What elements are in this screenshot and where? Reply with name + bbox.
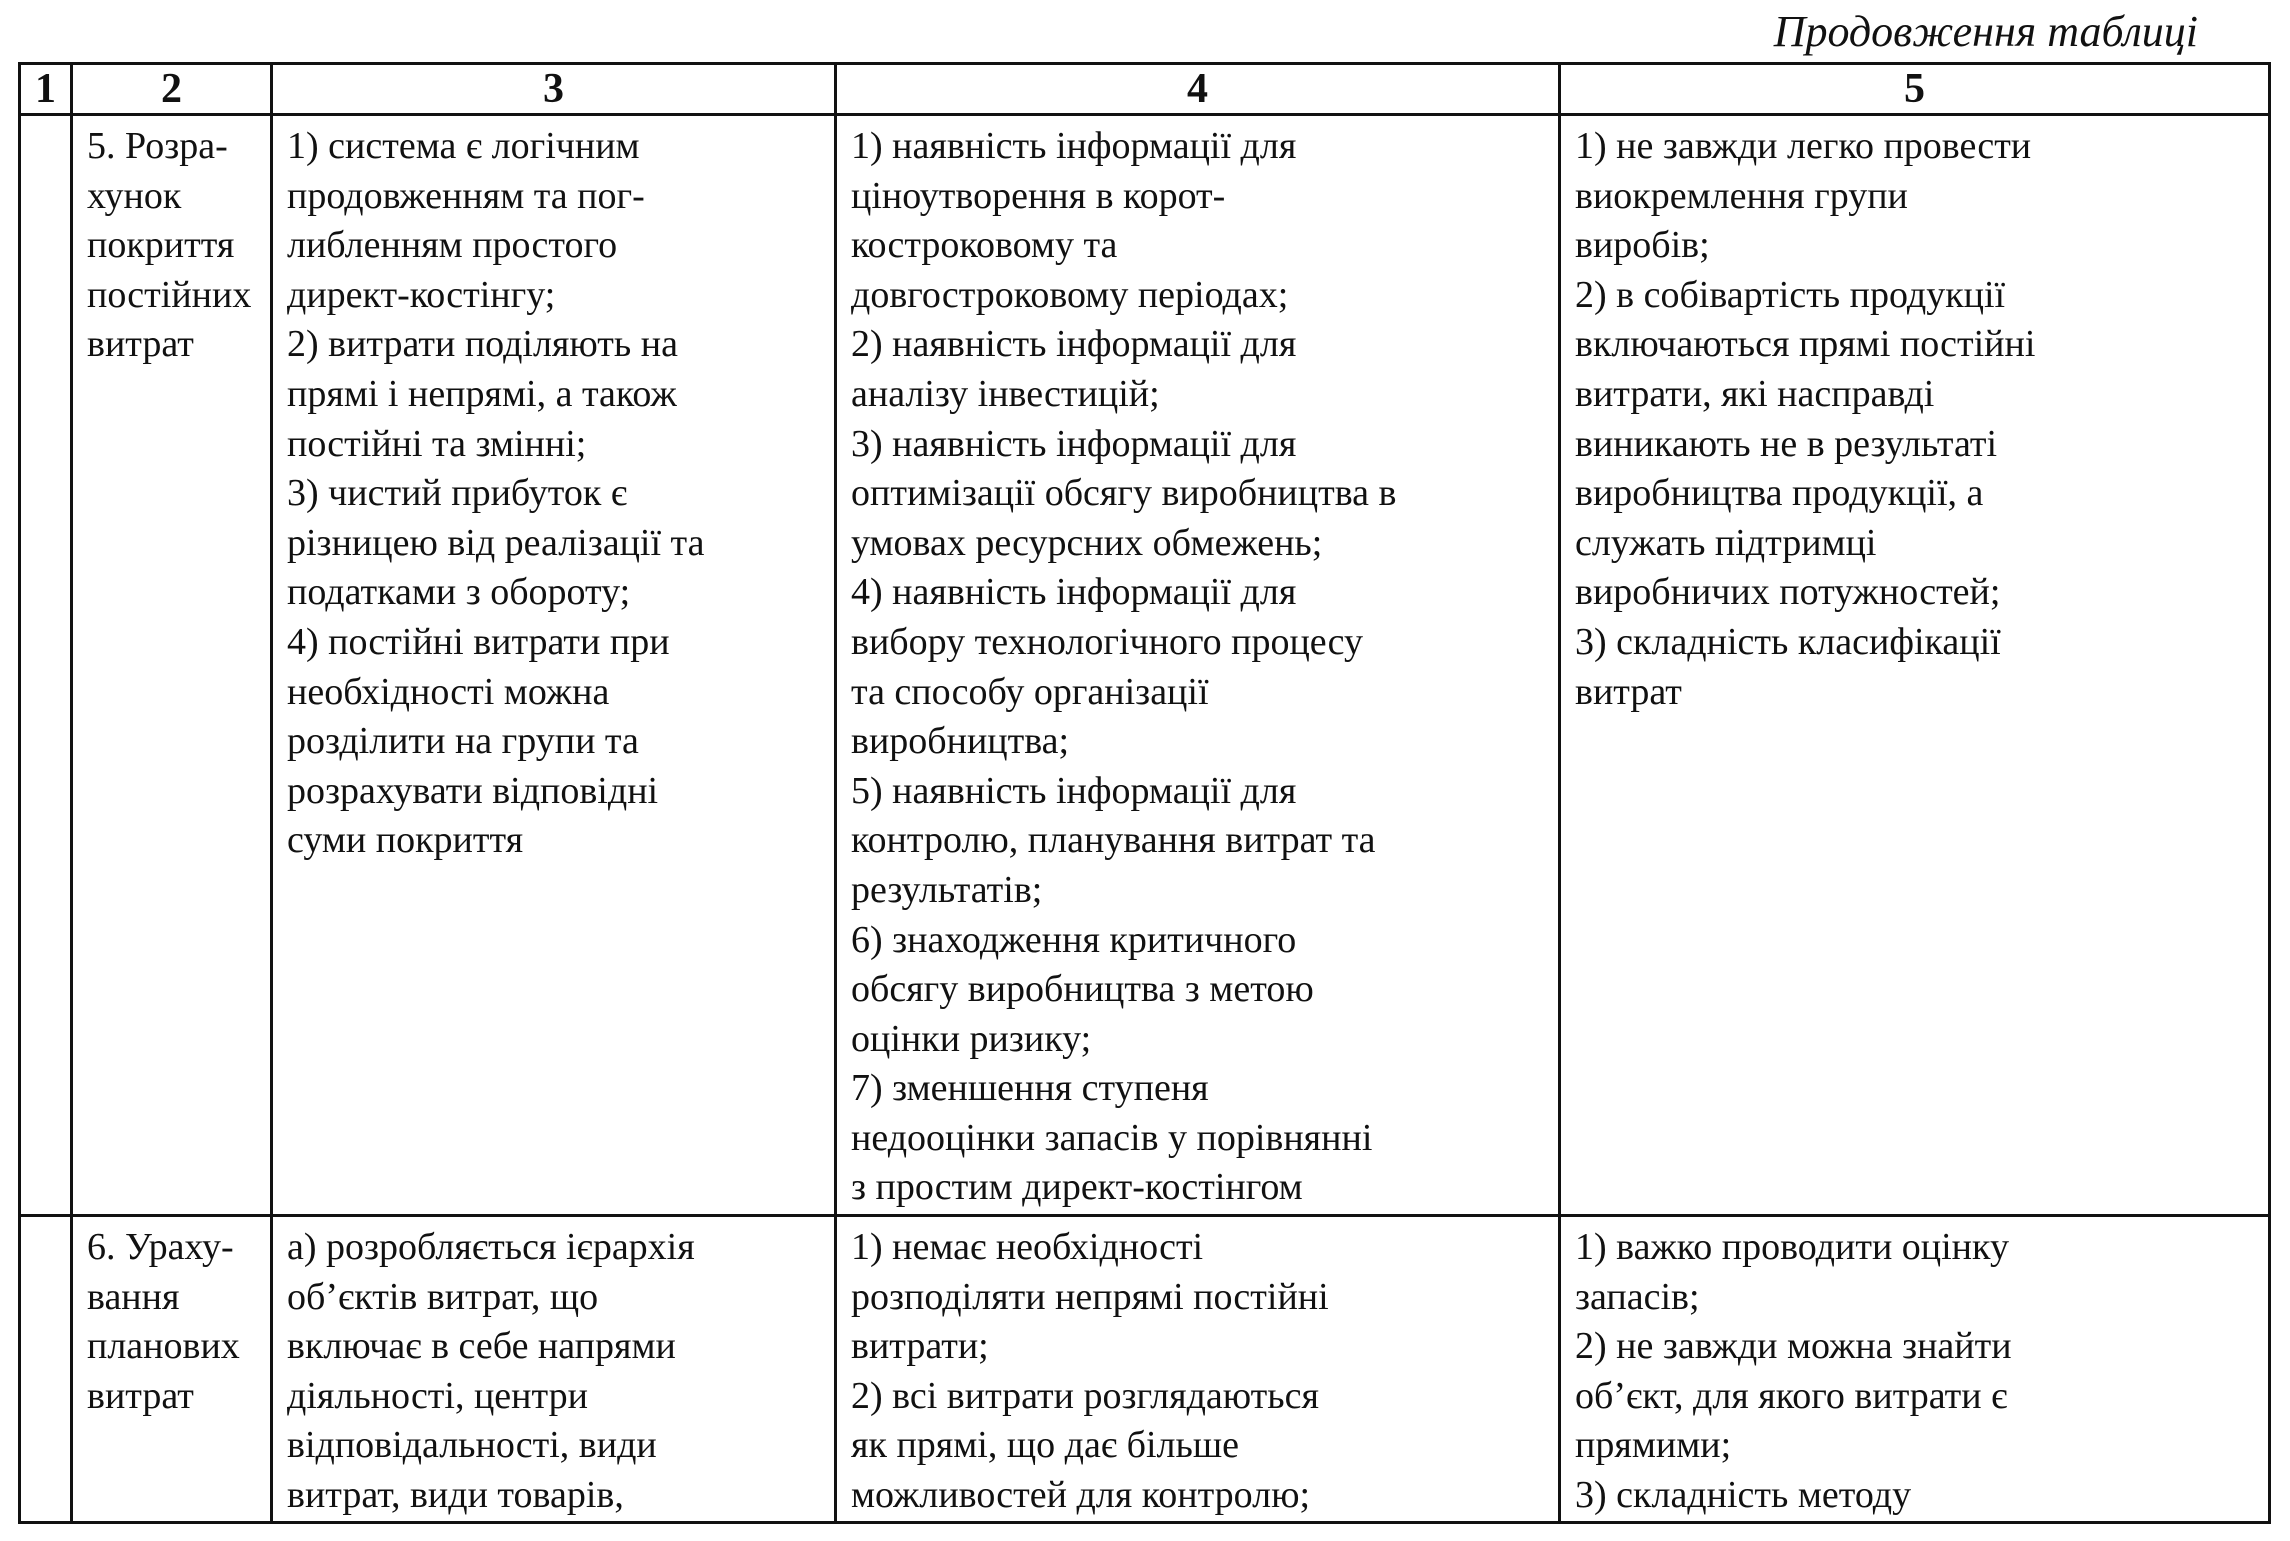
cell-text-line: розділити на групи та xyxy=(287,720,639,763)
cell-text-line: 7) зменшення ступеня xyxy=(851,1067,1209,1110)
table-cell-col-5 xyxy=(1560,1216,2270,1523)
cell-text-line: 6. Ураху- xyxy=(87,1226,234,1268)
table-caption: Продовження таблиці xyxy=(1773,7,2198,56)
cell-text-line: а) розробляється ієрархія xyxy=(287,1226,695,1268)
cell-text-line: включає в себе напрями xyxy=(287,1325,676,1368)
cell-text-line: оптимізації обсягу виробництва в xyxy=(851,472,1397,515)
cell-text-line: результатів; xyxy=(851,868,1043,911)
cell-text-line: 3) чистий прибуток є xyxy=(287,472,628,515)
cell-text-line: 1) система є логічним xyxy=(287,125,640,167)
cell-text-line: 5. Розра- xyxy=(87,125,228,167)
cell-text-line: виокремлення групи xyxy=(1575,174,1908,217)
cell-text-line: відповідальності, види xyxy=(287,1424,657,1467)
cell-text-line: прямі і непрямі, а також xyxy=(287,372,677,415)
cell-text-line: костроковому та xyxy=(851,224,1118,267)
cell-text-line: витрати, які насправді xyxy=(1575,372,1935,415)
cell-text-line: продовженням та пог- xyxy=(287,174,645,217)
cell-text-line: 2) витрати поділяють на xyxy=(287,323,678,366)
cell-text-line: аналізу інвестицій; xyxy=(851,372,1160,415)
cell-text-line: об’єктів витрат, що xyxy=(287,1275,599,1318)
cell-text-line: витрат xyxy=(87,323,194,366)
cell-text-line: умовах ресурсних обмежень; xyxy=(851,521,1323,564)
cell-text-line: запасів; xyxy=(1575,1275,1700,1318)
cell-text-line: різницею від реалізації та xyxy=(287,521,705,564)
cell-text-line: 3) складність методу xyxy=(1575,1473,1912,1516)
cell-text-line: 1) немає необхідності xyxy=(851,1226,1204,1268)
cell-text-line: 2) в собівартість продукції xyxy=(1575,273,2006,316)
cell-text-line: либленням простого xyxy=(287,224,618,267)
cell-text-line: виробничих потужностей; xyxy=(1575,571,2001,614)
table-cell-col-4 xyxy=(836,115,1560,1216)
cell-text-line: розрахувати відповідні xyxy=(287,769,659,812)
table-cell-col-2 xyxy=(72,115,272,1216)
cell-text-line: 1) важко проводити оцінку xyxy=(1575,1226,2009,1268)
cell-text-line: недооцінки запасів у порівнянні xyxy=(851,1116,1373,1159)
cell-text-line: включаються прямі постійні xyxy=(1575,323,2036,366)
cell-text-line: з простим директ-костінгом xyxy=(851,1166,1303,1209)
cell-text-line: 6) знаходження критичного xyxy=(851,918,1297,961)
cell-text-line: витрат, види товарів, xyxy=(287,1473,624,1516)
cell-text-line: постійні та змінні; xyxy=(287,422,587,465)
cell-text-line: хунок xyxy=(87,174,182,217)
table-row xyxy=(20,1216,2270,1523)
header-col-4: 4 xyxy=(836,64,1560,115)
cell-text-line: 2) наявність інформації для xyxy=(851,323,1297,366)
cell-text-line: виробництва; xyxy=(851,720,1070,763)
cell-text-line: 1) не завжди легко провести xyxy=(1575,125,2032,167)
table-cell-col-3 xyxy=(272,115,836,1216)
cell-text-line: суми покриття xyxy=(287,819,524,862)
cell-text-line: покриття xyxy=(87,224,235,267)
cell-text-line: контролю, планування витрат та xyxy=(851,819,1376,862)
table-cell-col-1 xyxy=(20,115,72,1216)
cell-text-line: 5) наявність інформації для xyxy=(851,769,1297,812)
cell-text-line: виробів; xyxy=(1575,224,1710,267)
table-cell-col-2 xyxy=(72,1216,272,1523)
header-row xyxy=(20,64,2270,115)
cell-text-line: планових xyxy=(87,1325,240,1368)
cell-text-line: виникають не в результаті xyxy=(1575,422,1998,465)
cell-text-line: 1) наявність інформації для xyxy=(851,125,1297,167)
cell-text-line: розподіляти непрямі постійні xyxy=(851,1275,1329,1318)
cell-text-line: та способу організації xyxy=(851,670,1209,713)
cell-text-line: вання xyxy=(87,1275,180,1318)
cell-text-line: витрат xyxy=(87,1374,194,1417)
cell-text-line: 3) наявність інформації для xyxy=(851,422,1297,465)
cell-text-line: діяльності, центри xyxy=(287,1374,588,1417)
cell-text-line: об’єкт, для якого витрати є xyxy=(1575,1374,2008,1417)
cell-text-line: директ-костінгу; xyxy=(287,273,556,316)
cell-text-line: необхідності можна xyxy=(287,670,610,713)
cell-text-line: як прямі, що дає більше xyxy=(851,1424,1239,1467)
table-cell-col-5 xyxy=(1560,115,2270,1216)
cell-text-line: вибору технологічного процесу xyxy=(851,620,1363,663)
cell-text-line: 2) не завжди можна знайти xyxy=(1575,1325,2012,1368)
cell-text-line: довгостроковому періодах; xyxy=(851,273,1289,316)
cell-text-line: витрат xyxy=(1575,670,1682,713)
header-col-2: 2 xyxy=(72,64,272,115)
cell-text-line: 4) постійні витрати при xyxy=(287,620,670,663)
table-cell-col-4 xyxy=(836,1216,1560,1523)
table-cell-col-3 xyxy=(272,1216,836,1523)
cell-text-line: прямими; xyxy=(1575,1424,1732,1467)
table-row xyxy=(20,115,2270,1216)
cell-text-line: оцінки ризику; xyxy=(851,1017,1092,1060)
cell-text-line: 3) складність класифікації xyxy=(1575,620,2001,663)
cell-text-line: постійних xyxy=(87,273,252,316)
cell-text-line: 2) всі витрати розглядаються xyxy=(851,1374,1319,1417)
cell-text-line: податками з обороту; xyxy=(287,571,631,614)
cell-text-line: виробництва продукції, а xyxy=(1575,472,1984,515)
header-col-3: 3 xyxy=(272,64,836,115)
cell-text-line: можливостей для контролю; xyxy=(851,1473,1311,1516)
cell-text-line: 4) наявність інформації для xyxy=(851,571,1297,614)
header-col-1: 1 xyxy=(20,64,72,115)
cell-text-line: служать підтримці xyxy=(1575,521,1877,564)
header-col-5: 5 xyxy=(1560,64,2270,115)
table-cell-col-1 xyxy=(20,1216,72,1523)
cell-text-line: витрати; xyxy=(851,1325,989,1368)
cell-text-line: обсягу виробництва з метою xyxy=(851,968,1314,1011)
cell-text-line: ціноутворення в корот- xyxy=(851,174,1226,217)
comparison-table xyxy=(18,62,2271,1524)
